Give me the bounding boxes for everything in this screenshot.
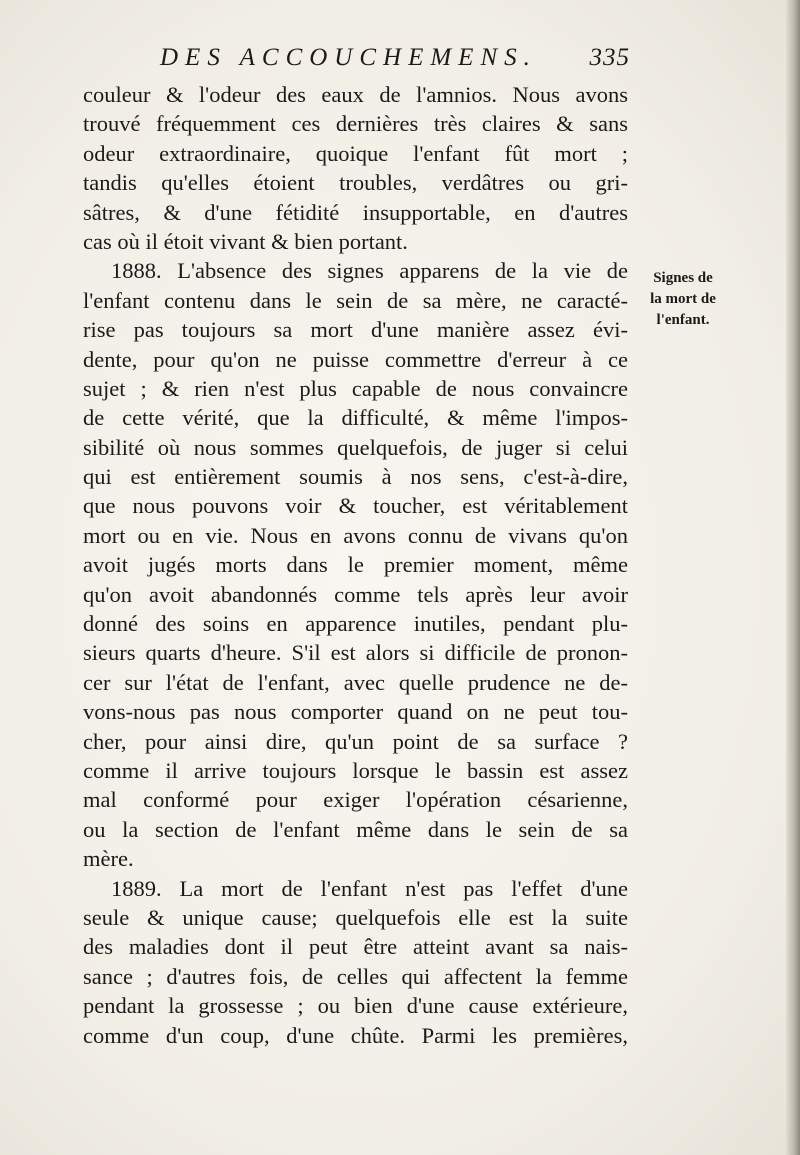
paragraph-1888-start: 1888. L'absence des signes apparens de la vie de (111, 258, 628, 284)
text-line: mère. (83, 846, 134, 872)
text-line: comme il arrive toujours lorsque le bassin est assez (83, 757, 628, 783)
text-line: cher, pour ainsi dire, qu'un point de sa surface ? (83, 728, 628, 754)
margin-note (638, 268, 728, 331)
text-line: sance ; d'autres fois, de celles qui affectent la femme (83, 963, 628, 989)
text-line: dente, pour qu'on ne puisse commettre d'erreur à ce (83, 346, 628, 372)
running-title: DES ACCOUCHEMENS. (160, 44, 537, 71)
text-line: sujet ; & rien n'est plus capable de nous convaincre (83, 375, 628, 401)
margin-note-line: la mort de (650, 291, 716, 307)
margin-note-line: Signes de (653, 270, 713, 286)
body-text (83, 80, 628, 1050)
text-line: comme d'un coup, d'une chûte. Parmi les premières, (83, 1022, 628, 1048)
text-line: des maladies dont il peut être atteint avant sa nais- (83, 934, 628, 960)
text-line: odeur extraordinaire, quoique l'enfant fût mort ; (83, 140, 628, 166)
text-line: qui est entièrement soumis à nos sens, c'est-à-dire, (83, 464, 628, 490)
text-line: sibilité où nous sommes quelquefois, de juger si celui (83, 434, 628, 460)
text-line: ou la section de l'enfant même dans le sein de sa (83, 816, 628, 842)
text-line: pendant la grossesse ; ou bien d'une cause extérieure, (83, 993, 628, 1019)
text-line: l'enfant contenu dans le sein de sa mère, ne caracté- (83, 287, 628, 313)
text-line: cer sur l'état de l'enfant, avec quelle prudence ne de- (83, 669, 628, 695)
text-line: tandis qu'elles étoient troubles, verdâtres ou gri- (83, 170, 628, 196)
text-line: sieurs quarts d'heure. S'il est alors si difficile de pronon- (83, 640, 628, 666)
paragraph-1889-start: 1889. La mort de l'enfant n'est pas l'effet d'une (111, 875, 628, 901)
text-line: trouvé fréquemment ces dernières très claires & sans (83, 111, 628, 137)
page-number: 335 (589, 44, 630, 71)
text-line: avoit jugés morts dans le premier moment, même (83, 552, 628, 578)
text-line: vons-nous pas nous comporter quand on ne peut tou- (83, 699, 628, 725)
text-line: que nous pouvons voir & toucher, est véritablement (83, 493, 628, 519)
page-spine-shadow (786, 0, 800, 1155)
text-line: de cette vérité, que la difficulté, & même l'impos- (83, 405, 628, 431)
running-header (160, 44, 630, 80)
text-line: seule & unique cause; quelquefois elle est la suite (83, 904, 628, 930)
text-line: rise pas toujours sa mort d'une manière assez évi- (83, 317, 628, 343)
text-line: cas où il étoit vivant & bien portant. (83, 228, 408, 254)
text-line: qu'on avoit abandonnés comme tels après leur avoir (83, 581, 628, 607)
margin-note-line: l'enfant. (656, 312, 710, 328)
text-line: couleur & l'odeur des eaux de l'amnios. Nous avons (83, 82, 628, 107)
text-line: mort ou en vie. Nous en avons connu de vivans qu'on (83, 522, 628, 548)
text-line: sâtres, & d'une fétidité insupportable, en d'autres (83, 199, 628, 225)
text-line: mal conformé pour exiger l'opération césarienne, (83, 787, 628, 813)
text-line: donné des soins en apparence inutiles, pendant plu- (83, 611, 628, 637)
